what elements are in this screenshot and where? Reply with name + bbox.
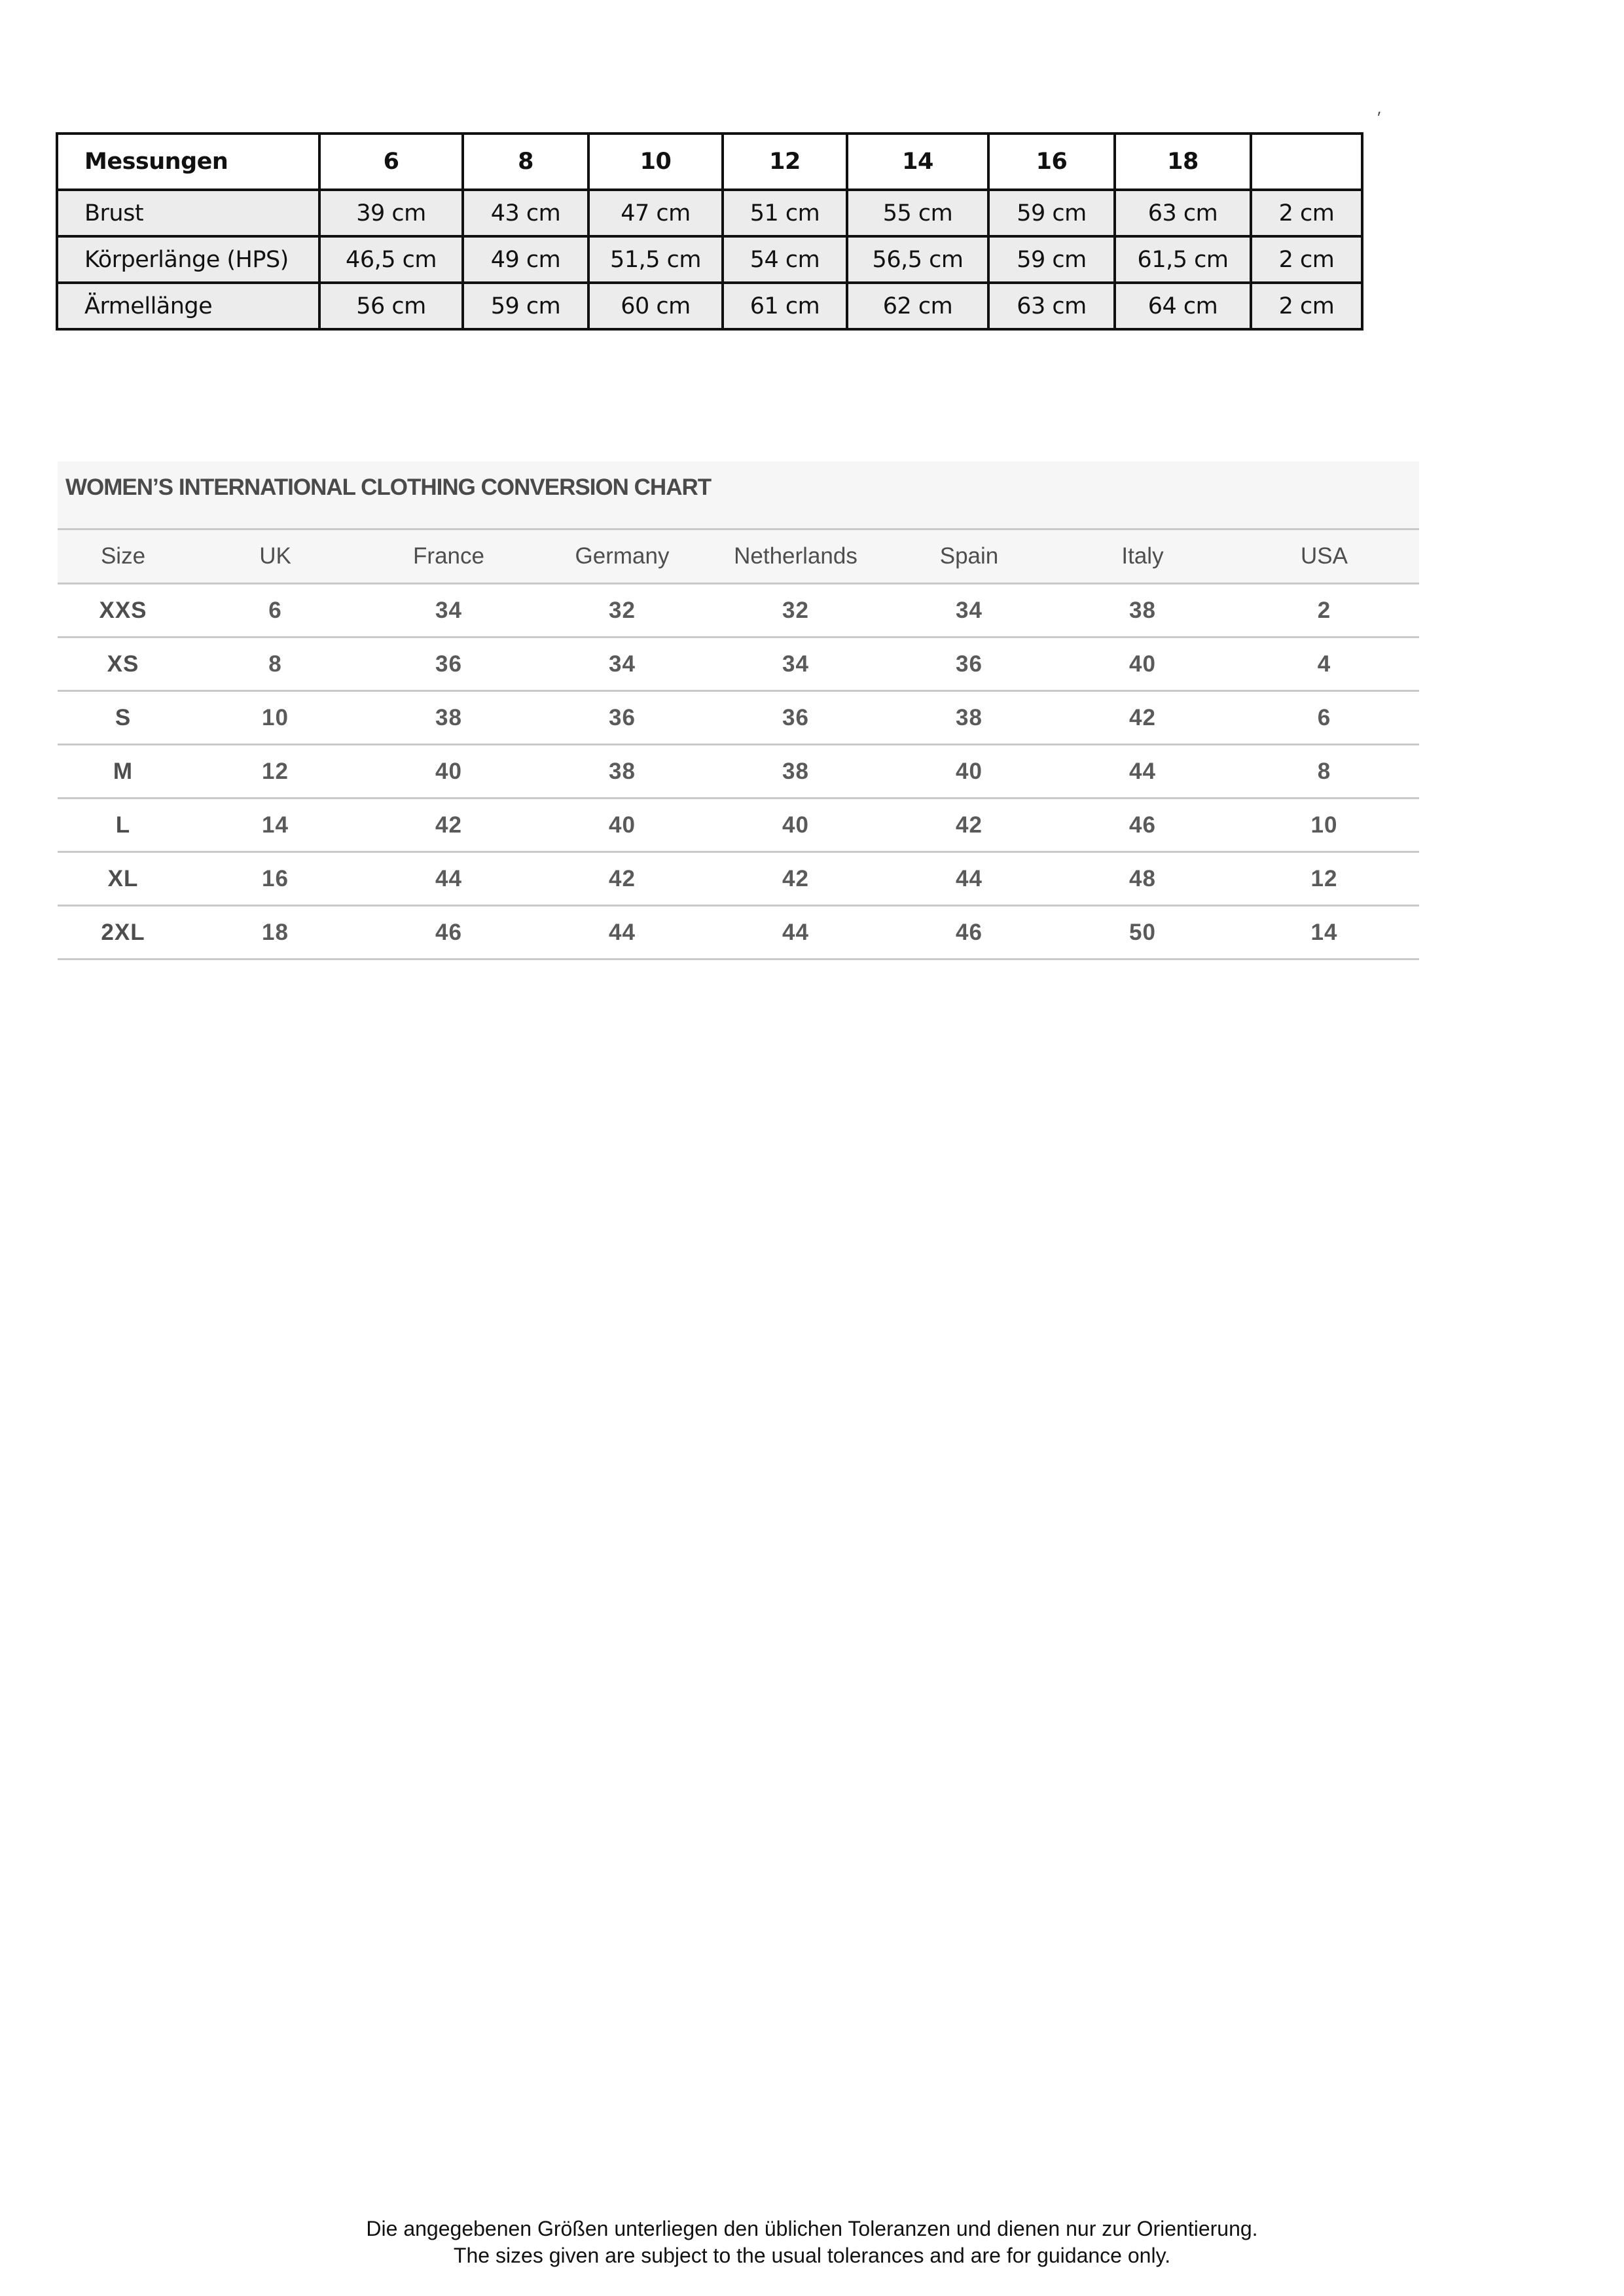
size-value: 6 — [189, 584, 362, 637]
size-value: 40 — [362, 745, 535, 798]
measurement-value: 59 cm — [463, 283, 588, 329]
size-value: 40 — [535, 798, 709, 852]
size-value: 2 — [1229, 584, 1419, 637]
size-value: 46 — [1056, 798, 1229, 852]
size-value: 44 — [709, 906, 882, 960]
size-value: 38 — [362, 691, 535, 745]
conversion-column-header: Size — [58, 530, 189, 584]
measurement-row — [57, 283, 1362, 329]
size-value: 36 — [709, 691, 882, 745]
corner-mark: ׳ — [1377, 111, 1382, 126]
size-value: 40 — [1056, 637, 1229, 691]
size-value: 32 — [535, 584, 709, 637]
size-value: 34 — [882, 584, 1056, 637]
size-value: 10 — [1229, 798, 1419, 852]
measurement-value: 46,5 cm — [319, 236, 463, 283]
size-label: XL — [58, 852, 189, 906]
measurement-value: 51,5 cm — [588, 236, 723, 283]
measurement-value: 61,5 cm — [1115, 236, 1251, 283]
size-label: L — [58, 798, 189, 852]
conversion-row — [58, 852, 1419, 906]
size-value: 38 — [709, 745, 882, 798]
size-value: 46 — [882, 906, 1056, 960]
size-value: 38 — [535, 745, 709, 798]
conversion-chart — [58, 461, 1419, 960]
size-value: 44 — [1056, 745, 1229, 798]
size-value: 42 — [362, 798, 535, 852]
conversion-column-header: Germany — [535, 530, 709, 584]
size-value: 44 — [882, 852, 1056, 906]
measurement-value: 59 cm — [988, 190, 1115, 236]
measurement-value: 49 cm — [463, 236, 588, 283]
measurement-value: 62 cm — [847, 283, 988, 329]
size-value: 16 — [189, 852, 362, 906]
conversion-row — [58, 798, 1419, 852]
size-value: 40 — [709, 798, 882, 852]
conversion-row — [58, 745, 1419, 798]
header-cell: 10 — [588, 134, 723, 190]
size-value: 40 — [882, 745, 1056, 798]
size-value: 8 — [189, 637, 362, 691]
measurement-label: Ärmellänge — [57, 283, 319, 329]
measurement-row — [57, 236, 1362, 283]
header-cell — [1251, 134, 1362, 190]
size-value: 42 — [882, 798, 1056, 852]
size-label: S — [58, 691, 189, 745]
conversion-row — [58, 906, 1419, 960]
measurement-value: 39 cm — [319, 190, 463, 236]
size-label: XXS — [58, 584, 189, 637]
measurement-value: 51 cm — [723, 190, 847, 236]
size-value: 32 — [709, 584, 882, 637]
measurement-value: 47 cm — [588, 190, 723, 236]
header-cell: 6 — [319, 134, 463, 190]
footer-line-en: The sizes given are subject to the usual tolerances and are for guidance only. — [453, 2244, 1171, 2267]
size-value: 38 — [1056, 584, 1229, 637]
conversion-column-header: France — [362, 530, 535, 584]
measurement-value: 56 cm — [319, 283, 463, 329]
size-value: 18 — [189, 906, 362, 960]
footer-line-de: Die angegebenen Größen unterliegen den üblichen Toleranzen und dienen nur zur Orientierung. — [366, 2217, 1258, 2240]
size-value: 46 — [362, 906, 535, 960]
measurement-value: 55 cm — [847, 190, 988, 236]
size-value: 34 — [362, 584, 535, 637]
size-value: 42 — [1056, 691, 1229, 745]
size-value: 50 — [1056, 906, 1229, 960]
conversion-header-row — [58, 530, 1419, 584]
size-value: 14 — [189, 798, 362, 852]
measurements-header-row — [57, 134, 1362, 190]
measurement-value: 61 cm — [723, 283, 847, 329]
measurement-value: 59 cm — [988, 236, 1115, 283]
size-value: 48 — [1056, 852, 1229, 906]
size-label: XS — [58, 637, 189, 691]
conversion-row — [58, 691, 1419, 745]
size-value: 34 — [709, 637, 882, 691]
header-cell: 14 — [847, 134, 988, 190]
conversion-column-header: UK — [189, 530, 362, 584]
conversion-column-header: Italy — [1056, 530, 1229, 584]
size-value: 12 — [1229, 852, 1419, 906]
conversion-row — [58, 637, 1419, 691]
measurement-row — [57, 190, 1362, 236]
size-value: 8 — [1229, 745, 1419, 798]
header-cell: 16 — [988, 134, 1115, 190]
size-value: 44 — [535, 906, 709, 960]
measurement-value: 2 cm — [1251, 283, 1362, 329]
conversion-column-header: Spain — [882, 530, 1056, 584]
size-value: 44 — [362, 852, 535, 906]
size-label: M — [58, 745, 189, 798]
measurement-value: 63 cm — [1115, 190, 1251, 236]
header-cell: 18 — [1115, 134, 1251, 190]
size-value: 34 — [535, 637, 709, 691]
size-value: 42 — [709, 852, 882, 906]
measurements-table — [56, 132, 1363, 331]
measurement-value: 43 cm — [463, 190, 588, 236]
size-value: 36 — [882, 637, 1056, 691]
size-value: 12 — [189, 745, 362, 798]
measurement-value: 56,5 cm — [847, 236, 988, 283]
measurement-value: 2 cm — [1251, 236, 1362, 283]
size-value: 10 — [189, 691, 362, 745]
size-value: 36 — [362, 637, 535, 691]
conversion-table — [58, 530, 1419, 960]
conversion-column-header: USA — [1229, 530, 1419, 584]
measurement-label: Brust — [57, 190, 319, 236]
size-value: 14 — [1229, 906, 1419, 960]
size-label: 2XL — [58, 906, 189, 960]
size-value: 36 — [535, 691, 709, 745]
footer-note — [0, 2215, 1624, 2269]
measurement-value: 63 cm — [988, 283, 1115, 329]
conversion-row — [58, 584, 1419, 637]
measurement-value: 60 cm — [588, 283, 723, 329]
measurement-label: Körperlänge (HPS) — [57, 236, 319, 283]
size-value: 4 — [1229, 637, 1419, 691]
conversion-column-header: Netherlands — [709, 530, 882, 584]
measurement-value: 64 cm — [1115, 283, 1251, 329]
measurement-value: 54 cm — [723, 236, 847, 283]
size-value: 6 — [1229, 691, 1419, 745]
conversion-chart-title: WOMEN’S INTERNATIONAL CLOTHING CONVERSION CHART — [58, 461, 1419, 530]
header-cell: Messungen — [57, 134, 319, 190]
measurement-value: 2 cm — [1251, 190, 1362, 236]
size-value: 42 — [535, 852, 709, 906]
size-value: 38 — [882, 691, 1056, 745]
header-cell: 12 — [723, 134, 847, 190]
header-cell: 8 — [463, 134, 588, 190]
